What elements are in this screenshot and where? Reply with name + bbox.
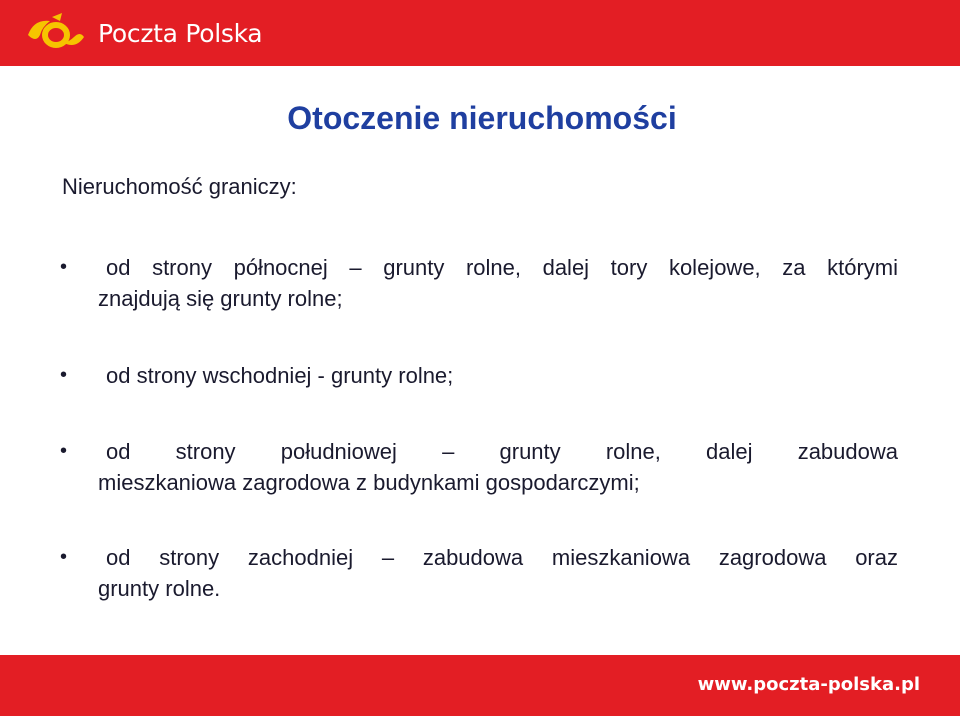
bullet-icon: • xyxy=(60,256,68,278)
bullet-west-line1: od strony zachodniej – zabudowa mieszkaniowa zagrodowa oraz xyxy=(106,545,898,570)
bullet-south-line1: od strony południowej – grunty rolne, dalej zabudowa xyxy=(106,439,898,464)
bullet-north xyxy=(60,252,898,314)
bullet-west-line2: grunty rolne. xyxy=(98,576,221,601)
logo-text: Poczta Polska xyxy=(98,18,263,48)
intro-text: Nieruchomość graniczy: xyxy=(62,174,297,199)
bullet-south-line2: mieszkaniowa zagrodowa z budynkami gospodarczymi; xyxy=(98,470,640,495)
post-horn-icon xyxy=(24,13,88,53)
bullet-east xyxy=(60,360,898,391)
bullet-icon: • xyxy=(60,440,68,462)
bullet-icon: • xyxy=(60,364,68,386)
bullet-icon: • xyxy=(60,546,68,568)
bullet-south xyxy=(60,436,898,498)
header-bar xyxy=(0,0,960,66)
footer-url[interactable]: www.poczta-polska.pl xyxy=(697,674,920,695)
slide-title: Otoczenie nieruchomości xyxy=(287,100,677,136)
bullet-east-line1: od strony wschodniej - grunty rolne; xyxy=(106,363,454,388)
bullet-north-line1: od strony północnej – grunty rolne, dalej tory kolejowe, za którymi xyxy=(106,255,898,280)
bullet-north-line2: znajdują się grunty rolne; xyxy=(98,286,343,311)
bullet-west xyxy=(60,542,898,604)
poczta-polska-logo xyxy=(24,10,262,56)
